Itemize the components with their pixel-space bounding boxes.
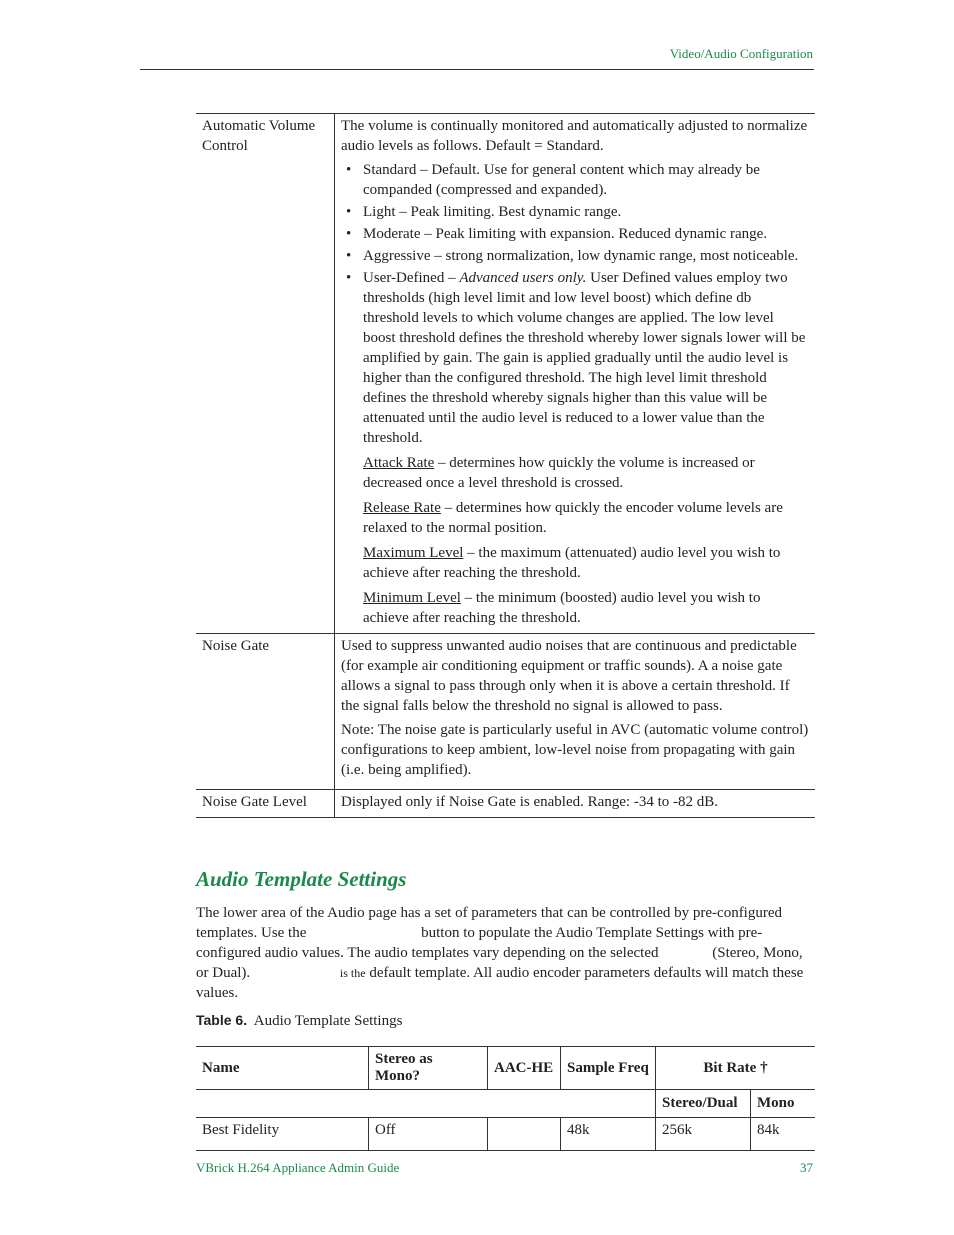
sub-desc: – determines how quickly the volume is increased or decreased once a level threshold is crossed. (363, 455, 755, 491)
table-subheader-row (196, 1090, 815, 1118)
sub-desc: – determines how quickly the encoder volume levels are relaxed to the normal position. (363, 500, 783, 536)
column-header: Bit Rate † (656, 1047, 816, 1090)
column-header: AAC-HE (488, 1047, 561, 1090)
table-row (196, 1118, 815, 1151)
param-name: Automatic Volume Control (196, 114, 335, 634)
table-row (196, 114, 815, 634)
list-item: • Standard – Default. Use for general content which may already be companded (compressed and expanded). (363, 160, 809, 200)
param-description: Displayed only if Noise Gate is enabled. Range: -34 to -82 dB. (335, 790, 816, 818)
sub-term: Release Rate (363, 500, 441, 516)
sub-term: Minimum Level (363, 590, 461, 606)
list-item (363, 268, 809, 448)
sub-desc: – the minimum (boosted) audio level you wish to achieve after reaching the threshold. (363, 590, 761, 626)
column-header: Name (196, 1047, 369, 1090)
release-rate-item (363, 498, 809, 538)
column-header: Stereo/Dual (656, 1090, 751, 1118)
running-header: Video/Audio Configuration (669, 46, 813, 61)
sub-term: Attack Rate (363, 455, 435, 471)
para-text-5: default template. All audio encoder parameters defaults will match these values. (196, 965, 804, 1001)
page-number: 37 (800, 1160, 813, 1175)
parameters-table (196, 113, 815, 818)
avc-modes-list (341, 160, 809, 448)
table-cell: 48k (561, 1118, 656, 1151)
table-cell: 256k (656, 1118, 751, 1151)
section-heading: Audio Template Settings (196, 867, 407, 891)
list-item: • Moderate – Peak limiting with expansion. Reduced dynamic range. (363, 224, 809, 244)
caption-label: Table 6. (196, 1012, 248, 1028)
table-cell: Best Fidelity (196, 1118, 369, 1151)
list-item: • Light – Peak limiting. Best dynamic range. (363, 202, 809, 222)
para-text-4: is the (339, 966, 366, 980)
minimum-level-item (363, 588, 809, 628)
noise-gate-desc: Used to suppress unwanted audio noises that are continuous and predictable (for example air conditioning equipment or traffic sounds). A a noise gate allows a signal to pass through only when it is above a certain threshold. If the signal falls below the threshold no signal is allowed to pass. (341, 638, 797, 714)
empty-header-cell (196, 1090, 656, 1118)
noise-gate-note: Note: The noise gate is particularly useful in AVC (automatic volume control) configurations to keep ambient, low-level noise from propagating with gain (i.e. being amplified). (341, 722, 809, 778)
table-header-row (196, 1047, 815, 1090)
table-row (196, 790, 815, 818)
table-cell (488, 1118, 561, 1151)
caption-text: Audio Template Settings (253, 1013, 403, 1029)
sub-term: Maximum Level (363, 545, 464, 561)
list-item: • Aggressive – strong normalization, low dynamic range, most noticeable. (363, 246, 809, 266)
param-description (335, 114, 816, 634)
audio-template-table (196, 1046, 815, 1151)
para-text-1: The lower area of the Audio page has a set of parameters that can be controlled by pre-configured templates. Use the (196, 905, 783, 941)
param-name: Noise Gate Level (196, 790, 335, 818)
header-rule (140, 69, 814, 70)
column-header: Stereo as Mono? (369, 1047, 488, 1090)
user-defined-note: Advanced users only. (459, 270, 587, 286)
maximum-level-item (363, 543, 809, 583)
section-paragraph (196, 903, 814, 1003)
table-row (196, 634, 815, 790)
avc-intro: The volume is continually monitored and automatically adjusted to normalize audio levels as follows. Default = Standard. (341, 118, 808, 154)
user-defined-lead: User-Defined – (363, 270, 460, 286)
footer-title: VBrick H.264 Appliance Admin Guide (196, 1160, 400, 1175)
param-description (335, 634, 816, 790)
user-defined-text: User Defined values employ two thresholds (high level limit and low level boost) which define db threshold levels to which volume changes are applied. The low level boost threshold defines the threshold whereby lower signals lower will be amplified by gain. The gain is applied gradually until the audio level is higher than the configured threshold. The high level limit threshold defines the threshold whereby signals higher than this value will be attenuated until the audio level is reduced to a lower value than the threshold. (363, 270, 806, 446)
column-header: Mono (751, 1090, 816, 1118)
param-name: Noise Gate (196, 634, 335, 790)
table-cell: Off (369, 1118, 488, 1151)
attack-rate-item (363, 453, 809, 493)
table-caption (196, 1012, 402, 1030)
para-text-2: button to populate the Audio Template Settings with pre-configured audio values. The audio templates vary depending on the selected (196, 925, 763, 961)
table-cell: 84k (751, 1118, 816, 1151)
sub-desc: – the maximum (attenuated) audio level you wish to achieve after reaching the threshold. (363, 545, 781, 581)
para-text-3: (Stereo, Mono, or Dual). (196, 945, 803, 981)
column-header: Sample Freq (561, 1047, 656, 1090)
